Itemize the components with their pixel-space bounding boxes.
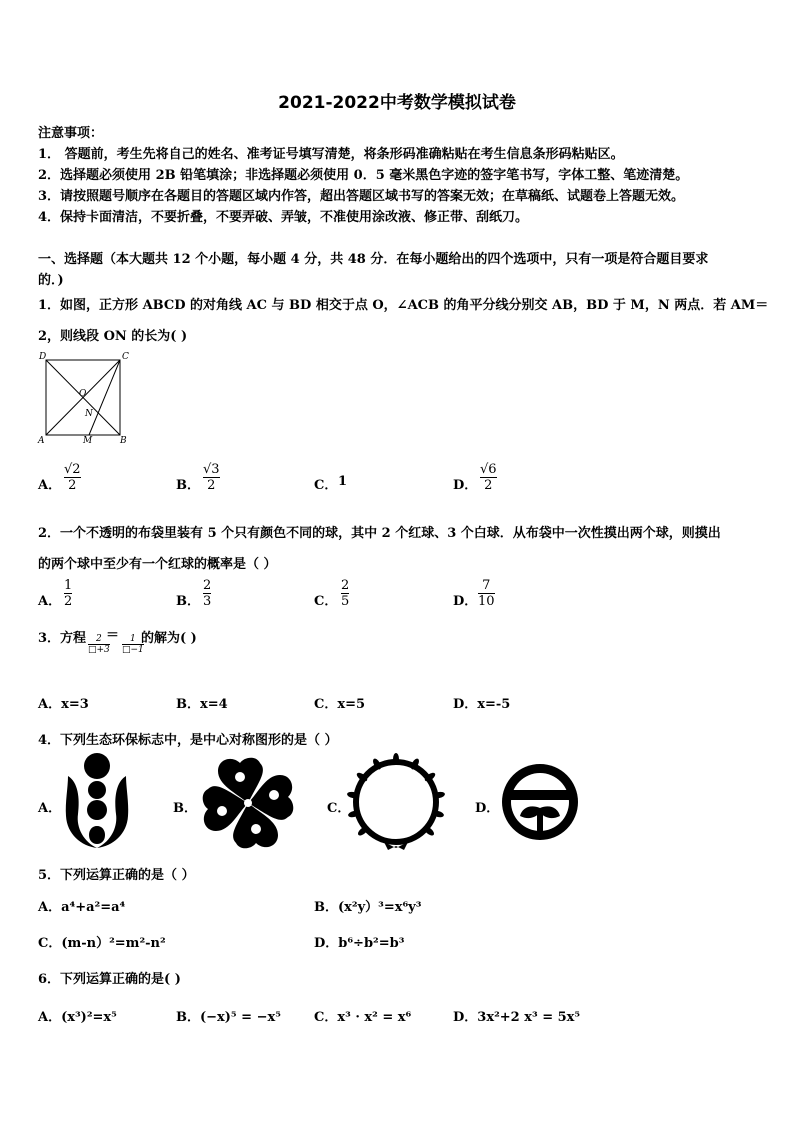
label-m: M	[83, 436, 93, 446]
label-c: C	[122, 352, 129, 362]
q6-option-a: A．(x³)²=x⁵	[38, 1010, 117, 1025]
notice-item-4: 4．保持卡面清洁，不要折叠，不要弄破、弄皱，不准使用涂改液、修正带、刮纸刀。	[38, 210, 529, 225]
q4-logo-b-icon	[196, 753, 300, 853]
q5-option-a: A．a⁴+a²=a⁴	[38, 900, 126, 915]
q3-option-d: D．x=-5	[453, 697, 511, 712]
q4-logo-d-icon	[500, 760, 580, 844]
q1-option-a-value: √2 2	[64, 462, 81, 493]
q6-option-d: D．3x²+2 x³ = 5x⁵	[453, 1010, 581, 1025]
q6-option-c: C．x³ · x² = x⁶	[314, 1010, 412, 1025]
q3-stem-suffix: 的解为( )	[141, 631, 197, 646]
q2-option-b-value: 2 3	[203, 578, 212, 609]
q6-option-b: B．(−x)⁵ = −x⁵	[176, 1010, 281, 1025]
q2-option-c-letter: C．	[314, 594, 338, 609]
q1-option-c-letter: C．	[314, 478, 338, 493]
q1-stem-line1: 1．如图，正方形 ABCD 的对角线 AC 与 BD 相交于点 O，∠ACB 的角平分线分别交 AB，BD 于 M，N 两点．若 AM＝	[38, 298, 769, 313]
label-n: N	[85, 409, 93, 419]
q4-stem: 4．下列生态环保标志中，是中心对称图形的是（ ）	[38, 733, 338, 748]
notice-item-2: 2．选择题必须使用 2B 铅笔填涂；非选择题必须使用 0．5 毫米黑色字迹的签字笔书写，字体工整、笔迹清楚。	[38, 168, 689, 183]
q2-option-d-value: 7 10	[478, 578, 495, 609]
q1-option-c-value: 1	[338, 474, 348, 489]
q2-option-a-letter: A．	[38, 594, 62, 609]
notice-heading: 注意事项：	[38, 126, 104, 141]
q2-option-b-letter: B．	[176, 594, 200, 609]
q4-logo-c-icon	[344, 750, 448, 854]
q1-option-b-letter: B．	[176, 478, 200, 493]
q5-option-c: C．(m-n）²=m²-n²	[38, 936, 166, 951]
section-heading-line2: 的．)	[38, 273, 64, 288]
q1-option-a-letter: A．	[38, 478, 62, 493]
q4-option-b-letter: B．	[173, 801, 197, 816]
q3-stem-prefix: 3．方程	[38, 631, 87, 646]
q4-logo-a-icon	[62, 752, 132, 852]
q3-fraction-left: 2 □+3	[88, 634, 110, 655]
q1-option-d-value: √6 2	[480, 462, 497, 493]
q5-stem: 5．下列运算正确的是（ ）	[38, 868, 195, 883]
q6-stem: 6．下列运算正确的是( )	[38, 972, 181, 987]
q3-option-b: B．x=4	[176, 697, 228, 712]
q3-equals: ＝	[106, 628, 120, 643]
q2-option-a-value: 1 2	[64, 578, 73, 609]
label-a: A	[38, 436, 45, 446]
q1-stem-line2: 2，则线段 ON 的长为( )	[38, 329, 188, 344]
q2-option-c-value: 2 5	[341, 578, 350, 609]
label-d: D	[39, 352, 47, 362]
q3-option-a: A．x=3	[38, 697, 89, 712]
q3-fraction-right: 1 □−1	[122, 634, 144, 655]
page-title: 2021-2022中考数学模拟试卷	[278, 93, 516, 113]
label-b: B	[120, 436, 127, 446]
q4-option-a-letter: A．	[38, 801, 62, 816]
q1-option-b-value: √3 2	[203, 462, 220, 493]
q1-square-figure	[36, 350, 136, 446]
q5-option-d: D．b⁶÷b²=b³	[314, 936, 405, 951]
q4-option-d-letter: D．	[475, 801, 500, 816]
section-heading-line1: 一、选择题（本大题共 12 个小题，每小题 4 分，共 48 分．在每小题给出的四个选项中，只有一项是符合题目要求	[38, 252, 709, 267]
q2-stem-line1: 2．一个不透明的布袋里装有 5 个只有颜色不同的球，其中 2 个红球、3 个白球．从布袋中一次性摸出两个球，则摸出	[38, 526, 721, 541]
q3-option-c: C．x=5	[314, 697, 366, 712]
q2-stem-line2: 的两个球中至少有一个红球的概率是（ ）	[38, 557, 277, 572]
q4-option-c-letter: C．	[327, 801, 351, 816]
q2-option-d-letter: D．	[453, 594, 478, 609]
notice-item-1: 1． 答题前，考生先将自己的姓名、准考证号填写清楚，将条形码准确粘贴在考生信息条形码粘贴区。	[38, 147, 624, 162]
q5-option-b: B．(x²y）³=x⁶y³	[314, 900, 422, 915]
notice-item-3: 3．请按照题号顺序在各题目的答题区域内作答，超出答题区域书写的答案无效；在草稿纸、试题卷上答题无效。	[38, 189, 685, 204]
label-o: O	[79, 389, 87, 399]
q1-option-d-letter: D．	[453, 478, 478, 493]
